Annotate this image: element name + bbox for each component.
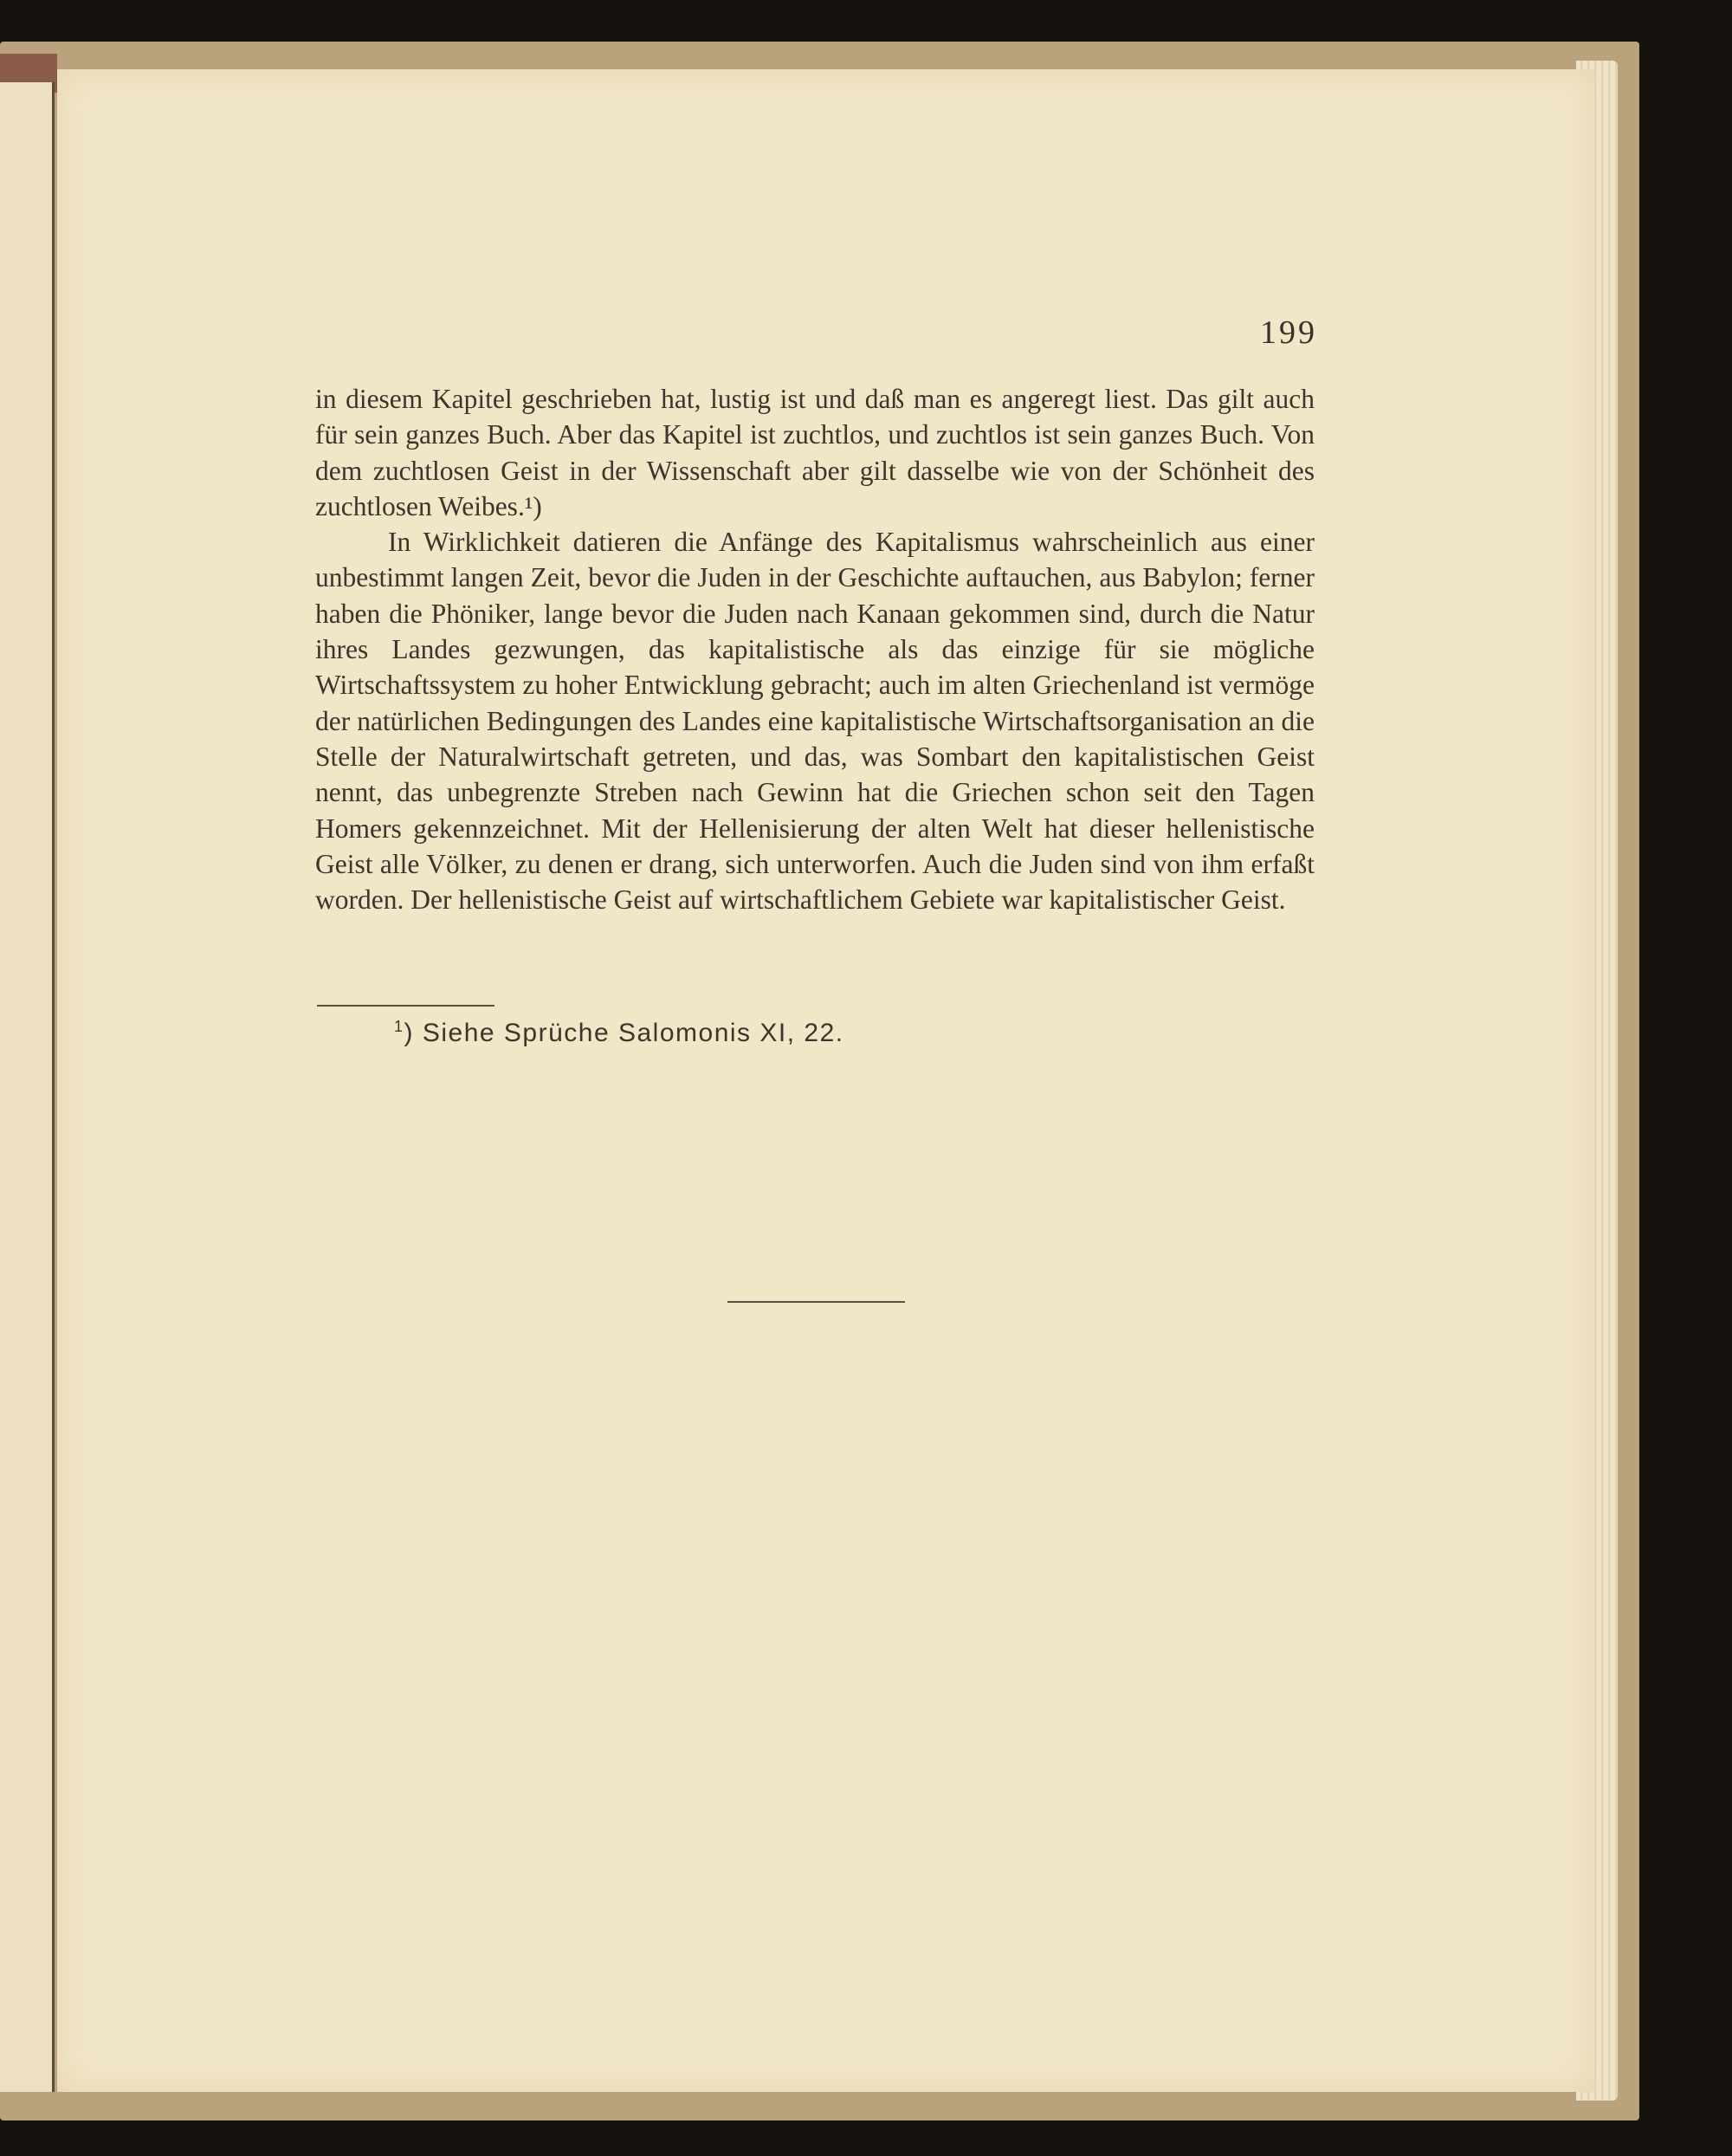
chapter-end-rule (727, 1301, 905, 1303)
footnote-text: ) Siehe Sprüche Salomonis XI, 22. (404, 1019, 844, 1047)
book-page (57, 69, 1594, 2092)
paragraph-capitalism: In Wirklichkeit datieren die Anfänge des Kapitalismus wahrscheinlich aus einer unbestimmt langen Zeit, bevor die Juden in der Geschichte auftauchen, aus Babylon; ferner haben die Phöniker, lange bevor die Juden nach Kanaan gekommen sind, durch die Natur ihres Landes gezwungen, das kapitalistische als das einzige für sie mögliche Wirtschaftssystem zu hoher Entwicklung gebracht; auch im alten Griechenland ist vermöge der natürlichen Bedingungen des Landes eine kapitalistische Wirtschaftsorganisation an die Stelle der Naturalwirtschaft getreten, und das, was Sombart den kapitalistischen Geist nennt, das unbegrenzte Streben nach Gewinn hat die Griechen schon seit den Tagen Homers gekennzeichnet. Mit der Hellenisierung der alten Welt hat dieser hellenistische Geist alle Völker, zu denen er drang, sich unterworfen. Auch die Juden sind von ihm erfaßt worden. Der hellenistische Geist auf wirtschaftlichem Gebiete war kapitalistischer Geist. (315, 527, 1315, 916)
footnote (394, 1018, 844, 1048)
body-text (315, 381, 1315, 917)
page-number: 199 (1260, 314, 1317, 351)
facing-page-edge (0, 82, 55, 2092)
footnote-mark: 1 (394, 1018, 404, 1035)
footnote-separator (317, 1005, 494, 1007)
paragraph-continuation: in diesem Kapitel geschrieben hat, lustig ist und daß man es angeregt liest. Das gilt auch für sein ganzes Buch. Aber das Kapitel ist zuchtlos, und zuchtlos ist sein ganzes Buch. Von dem zuchtlosen Geist in der Wissenschaft aber gilt dasselbe wie von der Schönheit des zuchtlosen Weibes.¹) (315, 384, 1315, 521)
